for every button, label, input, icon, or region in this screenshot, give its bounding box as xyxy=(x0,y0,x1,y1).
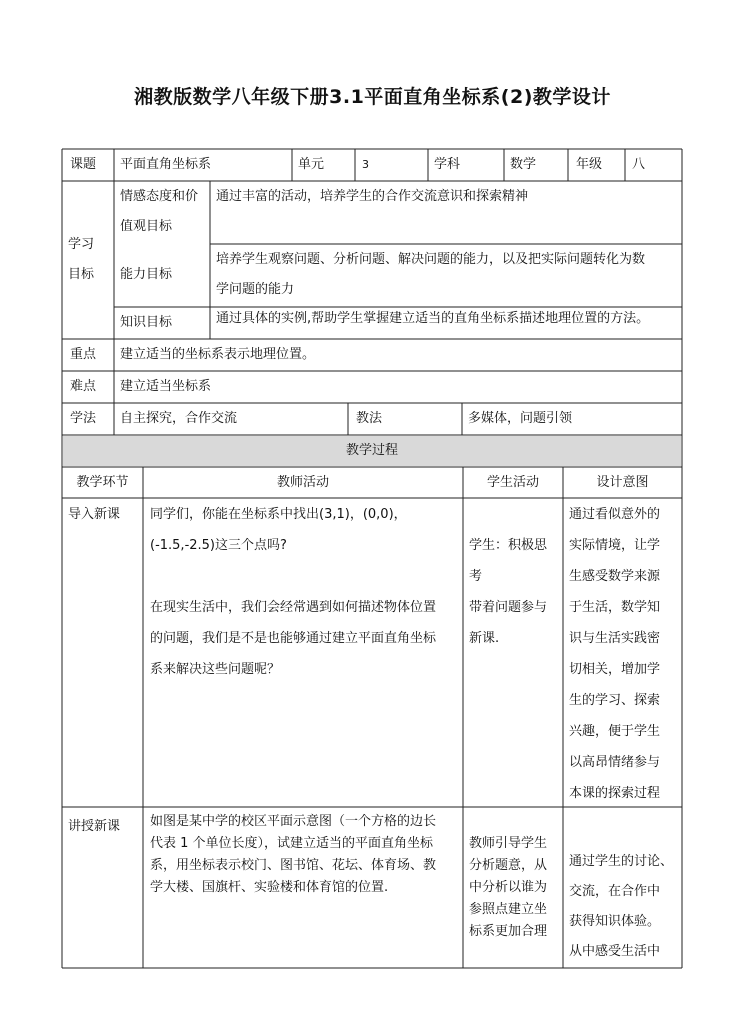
intro-intent-line: 兴趣，便于学生 xyxy=(569,724,661,739)
teaching-intent-line: 交流，在合作中 xyxy=(569,884,661,899)
intro-intent-line: 本课的探索过程 xyxy=(569,786,661,801)
difficulty-label: 难点 xyxy=(70,379,97,394)
intro-teacher-line: 系来解决这些问题呢？ xyxy=(150,662,281,677)
stage-intro: 导入新课 xyxy=(68,507,121,522)
ability-text-2: 学问题的能力 xyxy=(216,282,295,297)
intro-student-line: 带着问题参与 xyxy=(469,600,548,615)
intro-teacher-line: 同学们，你能在坐标系中找出(3,1)，(0,0)， xyxy=(150,507,407,522)
intro-intent-line: 生的学习、探索 xyxy=(569,693,661,708)
subject-value: 数学 xyxy=(510,157,537,172)
grade-label: 年级 xyxy=(576,157,603,172)
difficulty-text: 建立适当坐标系 xyxy=(120,379,212,394)
course-value: 平面直角坐标系 xyxy=(120,157,212,172)
document-title: 湘教版数学八年级下册3.1平面直角坐标系(2)教学设计 xyxy=(134,86,611,108)
knowledge-label: 知识目标 xyxy=(120,315,173,330)
intro-intent-line: 通过看似意外的 xyxy=(569,507,661,522)
knowledge-text: 通过具体的实例,帮助学生掌握建立适当的直角坐标系描述地理位置的方法。 xyxy=(216,311,650,326)
learn-method-label: 学法 xyxy=(70,411,97,426)
intro-intent-line: 生感受数学来源 xyxy=(569,569,661,584)
emotion-label-2: 值观目标 xyxy=(120,219,173,234)
key-label: 重点 xyxy=(70,347,97,362)
intro-intent-line: 以高昂情绪参与 xyxy=(569,755,661,770)
process-header: 教学过程 xyxy=(345,443,398,458)
col-intent-header: 设计意图 xyxy=(596,475,649,490)
ability-text-1: 培养学生观察问题、分析问题、解决问题的能力，以及把实际问题转化为数 xyxy=(216,252,646,267)
teaching-student-line: 标系更加合理 xyxy=(469,924,548,939)
stage-teaching: 讲授新课 xyxy=(68,819,121,834)
intro-intent-line: 识与生活实践密 xyxy=(569,631,661,646)
intro-student-line: 学生：积极思 xyxy=(469,538,548,553)
col-teacher-header: 教师活动 xyxy=(276,475,329,490)
teaching-teacher-line: 学大楼、国旗杆、实验楼和体育馆的位置. xyxy=(150,880,389,895)
goals-label-1: 学习 xyxy=(68,237,95,252)
intro-intent-line: 切相关，增加学 xyxy=(569,662,661,677)
key-text: 建立适当的坐标系表示地理位置。 xyxy=(120,347,316,362)
intro-student-line: 考 xyxy=(469,569,483,584)
teaching-intent-line: 通过学生的讨论、 xyxy=(569,854,674,869)
intro-intent-line: 于生活，数学知 xyxy=(569,600,661,615)
unit-label: 单元 xyxy=(298,157,325,172)
teaching-student-line: 教师引导学生 xyxy=(469,836,548,851)
intro-student-line: 新课. xyxy=(469,631,500,646)
intro-teacher-line: (-1.5,-2.5)这三个点吗? xyxy=(150,538,287,553)
teaching-student-line: 中分析以谁为 xyxy=(469,880,548,895)
teaching-intent-line: 获得知识体验。 xyxy=(569,914,661,929)
teaching-teacher-line: 系，用坐标表示校门、图书馆、花坛、体育场、教 xyxy=(150,858,437,873)
emotion-text: 通过丰富的活动，培养学生的合作交流意识和探索精神 xyxy=(216,189,529,204)
unit-value: 3 xyxy=(362,158,369,171)
course-label: 课题 xyxy=(70,157,97,172)
teach-method-text: 多媒体，问题引领 xyxy=(468,411,573,426)
emotion-label-1: 情感态度和价 xyxy=(120,189,199,204)
subject-label: 学科 xyxy=(434,157,461,172)
teaching-student-line: 分析题意，从 xyxy=(469,858,548,873)
goals-label-2: 目标 xyxy=(68,267,95,282)
teaching-intent-line: 从中感受生活中 xyxy=(569,944,661,959)
intro-teacher-line: 的问题，我们是不是也能够通过建立平面直角坐标 xyxy=(150,631,437,646)
teach-method-label: 教法 xyxy=(356,411,383,426)
col-stage-header: 教学环节 xyxy=(76,475,129,490)
learn-method-text: 自主探究，合作交流 xyxy=(120,411,238,426)
ability-label: 能力目标 xyxy=(120,267,173,282)
col-student-header: 学生活动 xyxy=(486,475,539,490)
intro-teacher-line: 在现实生活中，我们会经常遇到如何描述物体位置 xyxy=(150,600,437,615)
teaching-teacher-line: 代表 1 个单位长度），试建立适当的平面直角坐标 xyxy=(150,836,434,851)
intro-intent-line: 实际情境，让学 xyxy=(569,538,661,553)
teaching-student-line: 参照点建立坐 xyxy=(469,902,548,917)
grade-value: 八 xyxy=(632,157,646,172)
teaching-teacher-line: 如图是某中学的校区平面示意图（一个方格的边长 xyxy=(150,814,437,829)
